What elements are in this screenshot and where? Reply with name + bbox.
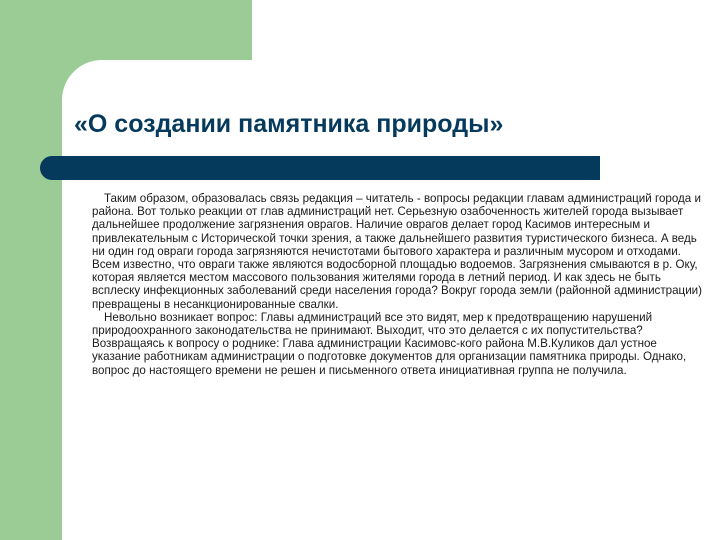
slide-body	[92, 192, 704, 377]
body-paragraph: Невольно возникает вопрос: Главы администраций все это видят, мер к предотвращению нарушений природоохранного законодательства не принимают. Выходит, что это делается с их попустительства? Возвращаясь к вопросу о роднике: Глава администрации Касимовс-кого района М.В.Куликов дал устное указание работникам администрации о подготовке документов для организации памятника природы. Однако, вопрос до настоящего времени не решен и письменного ответа инициативная группа не получила.	[92, 310, 687, 377]
slide-title: «О создании памятника природы»	[74, 110, 504, 138]
body-paragraph: Таким образом, образовалась связь редакция – читатель - вопросы редакции главам администраций города и района. Вот только реакции от глав администраций нет. Серьезную озабоченность жителей города вызывает дальнейшее продолжение загрязнения оврагов. Наличие оврагов делает город Касимов интересным и привлекательным с Исторической точки зрения, а также дальнейшего развития туристического бизнеса. А ведь ни один год овраги города загрязняются нечистотами бытового характера и различным мусором и отходами. Всем известно, что овраги также являются водосборной площадью водоемов. Загрязнения смываются в р. Оку, которая является местом массового пользования жителями города в летний период. И как здесь не быть всплеску инфекционных заболеваний среди населения города? Вокруг города земли (районной администрации) превращены в несанкционированные свалки.	[92, 192, 703, 311]
title-underline-bar	[40, 156, 600, 180]
